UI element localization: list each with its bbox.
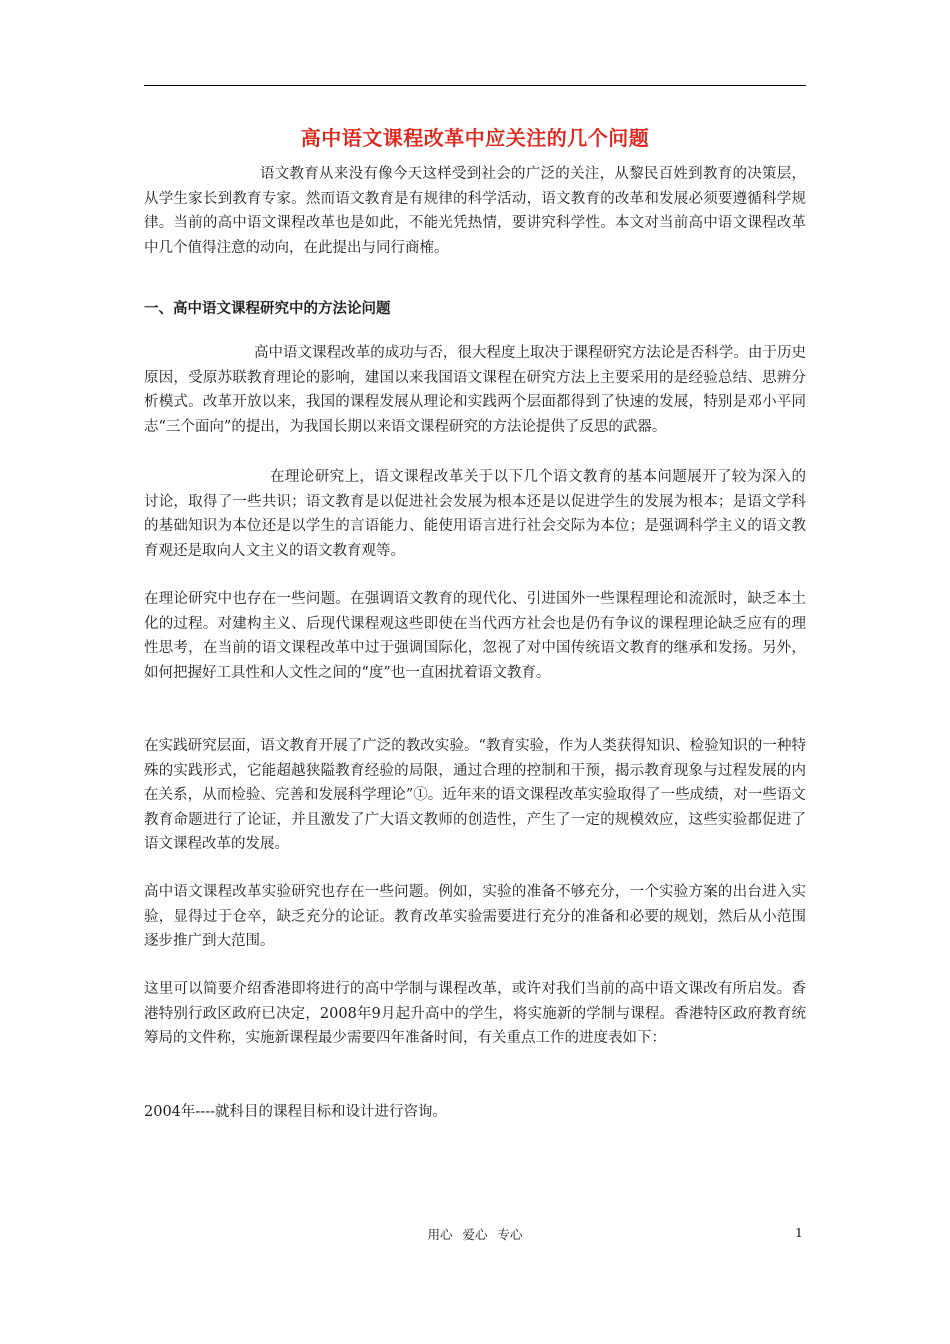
- page-number: 1: [795, 1225, 803, 1240]
- paragraph-6: 这里可以简要介绍香港即将进行的高中学制与课程改革，或许对我们当前的高中语文课改有所启发。香港特别行政区政府已决定，2008年9月起升高中的学生，将实施新的学制与课程。香港特区政府教育统筹局的文件称，实施新课程最少需要四年准备时间，有关重点工作的进度表如下：: [144, 981, 806, 1046]
- paragraph-2: 在理论研究上，语文课程改革关于以下几个语文教育的基本问题展开了较为深入的讨论，取得了一些共识；语文教育是以促进社会发展为根本还是以促进学生的发展为根本；是语文学科的基础知识为本位还是以学生的言语能力、能使用语言进行社会交际为本位；是强调科学主义的语文教育观还是取向人文主义的语文教育观等。: [144, 469, 806, 559]
- paragraph-4: 在实践研究层面，语文教育开展了广泛的教改实验。“教育实验，作为人类获得知识、检验知识的一种特殊的实践形式，它能超越狭隘教育经验的局限，通过合理的控制和干预，揭示教育现象与过程发展的内在关系，从而检验、完善和发展科学理论”①。近年来的语文课程改革实验取得了一些成绩，对一些语文教育命题进行了论证，并且激发了广大语文教师的创造性，产生了一定的规模效应，这些实验都促进了语文课程改革的发展。: [144, 738, 806, 852]
- paragraph-7: 2004年----就科目的课程目标和设计进行咨询。: [144, 1104, 447, 1120]
- section-heading-1: 一、高中语文课程研究中的方法论问题: [144, 301, 391, 317]
- paragraph-5: 高中语文课程改革实验研究也存在一些问题。例如，实验的准备不够充分，一个实验方案的出台进入实验，显得过于仓卒，缺乏充分的论证。教育改革实验需要进行充分的准备和必要的规划，然后从小范围逐步推广到大范围。: [144, 884, 806, 949]
- footer-motto: 用心 爱心 专心: [427, 1227, 523, 1242]
- paragraph-3: 在理论研究中也存在一些问题。在强调语文教育的现代化、引进国外一些课程理论和流派时，缺乏本土化的过程。对建构主义、后现代课程观这些即使在当代西方社会也是仍有争议的课程理论缺乏应有的理性思考，在当前的语文课程改革中过于强调国际化，忽视了对中国传统语文教育的继承和发扬。另外，如何把握好工具性和人文性之间的“度”也一直困扰着语文教育。: [144, 591, 806, 681]
- document-title: 高中语文课程改革中应关注的几个问题: [300, 126, 650, 150]
- header-rule: [144, 85, 806, 86]
- intro-paragraph: 语文教育从来没有像今天这样受到社会的广泛的关注，从黎民百姓到教育的决策层，从学生家长到教育专家。然而语文教育是有规律的科学活动，语文教育的改革和发展必须要遵循科学规律。当前的高中语文课程改革也是如此，不能光凭热情，要讲究科学性。本文对当前高中语文课程改革中几个值得注意的动向，在此提出与同行商榷。: [144, 166, 806, 256]
- paragraph-1: 高中语文课程改革的成功与否，很大程度上取决于课程研究方法论是否科学。由于历史原因，受原苏联教育理论的影响，建国以来我国语文课程在研究方法上主要采用的是经验总结、思辨分析模式。改革开放以来，我国的课程发展从理论和实践两个层面都得到了快速的发展，特别是邓小平同志“三个面向”的提出，为我国长期以来语文课程研究的方法论提供了反思的武器。: [144, 345, 806, 435]
